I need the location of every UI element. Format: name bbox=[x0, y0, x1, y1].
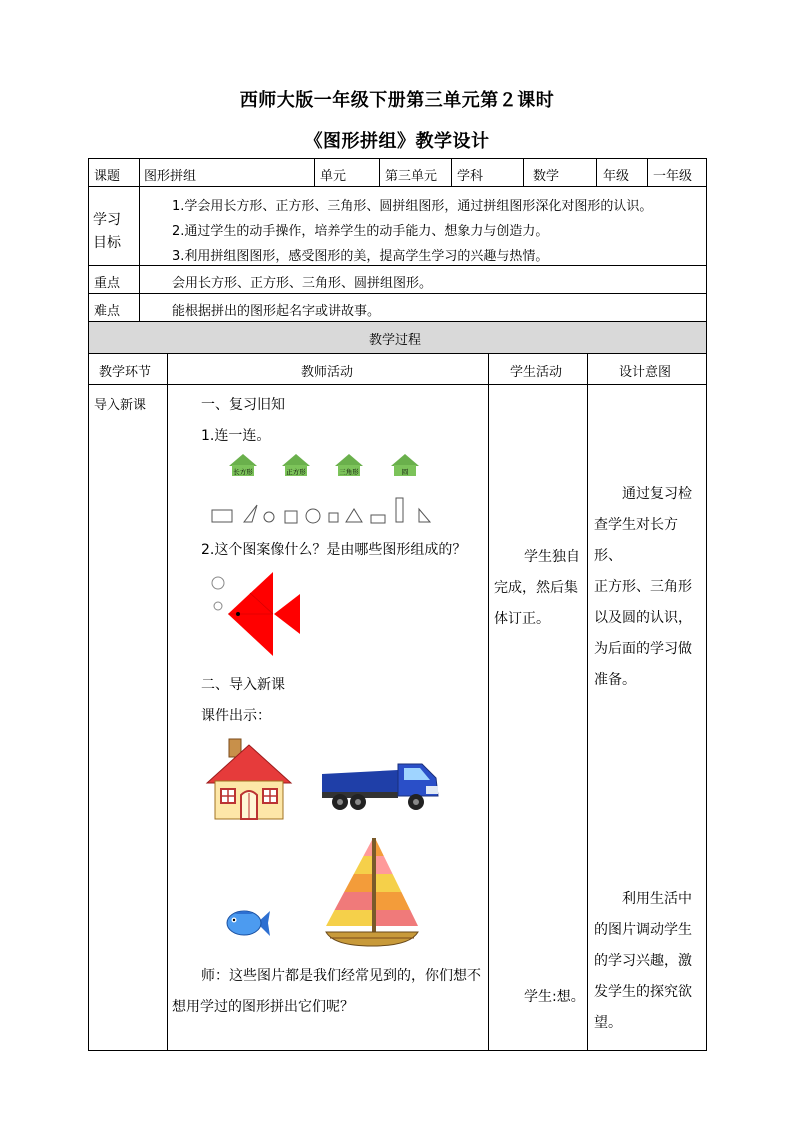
new-lesson-heading: 二、导入新课 bbox=[201, 677, 285, 693]
house-label-triangle: 三角形 bbox=[339, 468, 359, 476]
stage-label: 导入新课 bbox=[94, 398, 147, 413]
goal-item-1: 1.学会用长方形、正方形、三角形、圆拼组图形，通过拼组图形深化对图形的认识。 bbox=[172, 199, 653, 214]
difficulty-label: 难点 bbox=[94, 304, 121, 319]
teacher-question-line1: 师：这些图片都是我们经常见到的，你们想不 bbox=[201, 968, 481, 984]
difficulty-text: 能根据拼出的图形起名字或讲故事。 bbox=[172, 304, 381, 319]
col-intent-header: 设计意图 bbox=[619, 365, 672, 380]
topic-label: 课题 bbox=[94, 169, 121, 184]
student-activity-1-line2: 完成，然后集 bbox=[494, 580, 578, 596]
col-stage-header: 教学环节 bbox=[99, 365, 152, 380]
design-intent-1-line2: 查学生对长方形、 bbox=[594, 517, 678, 564]
shape-fish-icon bbox=[208, 570, 308, 670]
house-icon-circle bbox=[390, 453, 420, 481]
design-intent-1-line1: 通过复习检 bbox=[622, 486, 692, 502]
goals-label: 学习目标 bbox=[93, 212, 121, 251]
student-activity-1-line1: 学生独自 bbox=[524, 549, 580, 565]
design-intent-2-line1: 利用生活中 bbox=[622, 891, 692, 907]
house-label-circle: 圆 bbox=[401, 468, 409, 476]
key-point-label: 重点 bbox=[94, 276, 121, 291]
student-activity-1-line3: 体订正。 bbox=[494, 611, 550, 627]
sailboat-image-icon bbox=[322, 838, 422, 954]
house-image-icon bbox=[205, 737, 293, 825]
col-teacher-header: 教师活动 bbox=[301, 365, 354, 380]
design-intent-2 bbox=[594, 884, 704, 1039]
document-subtitle: 《图形拼组》教学设计 bbox=[304, 131, 490, 152]
student-activity-2: 学生:想。 bbox=[524, 989, 585, 1005]
house-icon-triangle bbox=[334, 453, 364, 481]
design-intent-2-line3: 的学习兴趣，激 bbox=[594, 953, 692, 969]
shapes-row-icon bbox=[210, 496, 436, 530]
design-intent-2-line2: 的图片调动学生 bbox=[594, 922, 692, 938]
house-label-square: 正方形 bbox=[286, 468, 306, 476]
teacher-question-line2: 想用学过的图形拼出它们呢？ bbox=[172, 999, 354, 1015]
goal-item-3: 3.利用拼组图图形，感受图形的美，提高学生学习的兴趣与热情。 bbox=[172, 249, 549, 264]
unit-label: 单元 bbox=[320, 169, 347, 184]
courseware-text: 课件出示： bbox=[201, 708, 271, 724]
design-intent-1-line3: 正方形、三角形 bbox=[594, 579, 692, 595]
student-activity-1 bbox=[494, 542, 586, 635]
house-icon-square bbox=[281, 453, 311, 481]
review-heading: 一、复习旧知 bbox=[201, 397, 285, 413]
goal-item-2: 2.通过学生的动手操作，培养学生的动手能力、想象力与创造力。 bbox=[172, 224, 549, 239]
topic-value: 图形拼组 bbox=[144, 169, 197, 184]
design-intent-1-line4: 以及圆的认识， bbox=[594, 610, 692, 626]
house-label-rectangle: 长方形 bbox=[233, 468, 253, 476]
subject-label: 学科 bbox=[457, 169, 484, 184]
task1-text: 1.连一连。 bbox=[201, 428, 271, 444]
house-icon-rectangle bbox=[228, 453, 258, 481]
subject-value: 数学 bbox=[533, 169, 560, 184]
design-intent-2-line4: 发学生的探究欲 bbox=[594, 984, 692, 1000]
grade-value: 一年级 bbox=[653, 169, 693, 184]
design-intent-2-line5: 望。 bbox=[594, 1015, 622, 1031]
grade-label: 年级 bbox=[603, 169, 630, 184]
task2-text: 2.这个图案像什么？是由哪些图形组成的？ bbox=[201, 542, 467, 558]
unit-value: 第三单元 bbox=[385, 169, 438, 184]
truck-image-icon bbox=[318, 756, 442, 816]
key-point-text: 会用长方形、正方形、三角形、圆拼组图形。 bbox=[172, 276, 433, 291]
col-student-header: 学生活动 bbox=[510, 365, 563, 380]
process-header: 教学过程 bbox=[369, 333, 422, 348]
document-title: 西师大版一年级下册第三单元第２课时 bbox=[239, 90, 555, 111]
design-intent-1-line5: 为后面的学习做 bbox=[594, 641, 692, 657]
blue-fish-image-icon bbox=[225, 906, 271, 944]
design-intent-1-line6: 准备。 bbox=[594, 672, 636, 688]
design-intent-1 bbox=[594, 479, 704, 696]
